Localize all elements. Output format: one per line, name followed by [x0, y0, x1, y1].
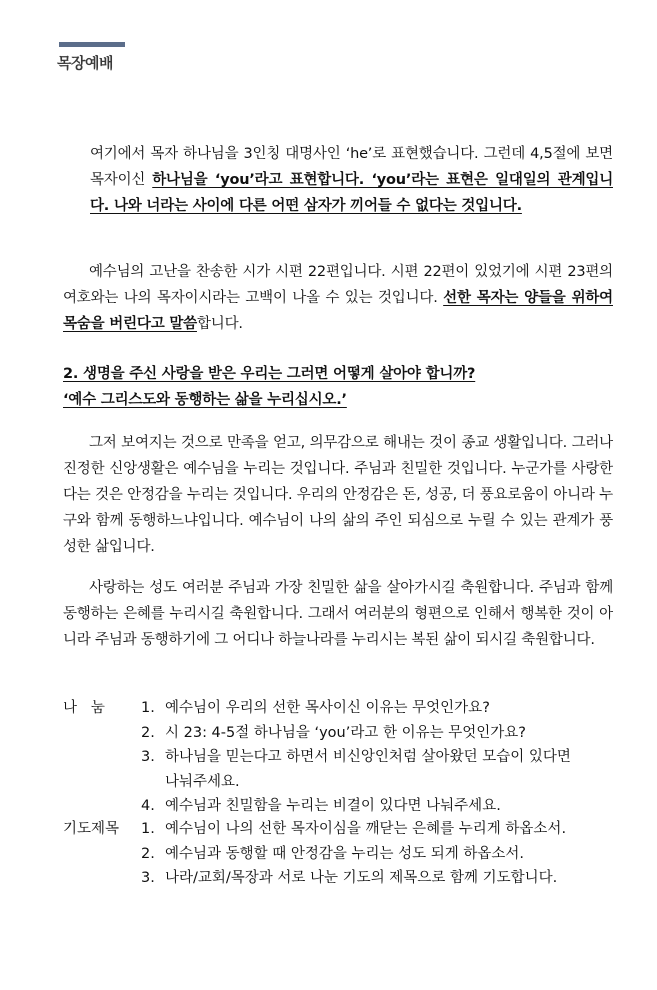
list-item: 예수님과 동행할 때 안정감을 누리는 성도 되게 하옵소서. — [165, 845, 525, 862]
list-item-continuation: 나눠주세요. — [165, 773, 240, 790]
section-2-heading — [63, 361, 613, 413]
list-item: 예수님과 친밀함을 누리는 비결이 있다면 나눠주세요. — [165, 798, 501, 814]
paragraph-1-text: 여기에서 목자 하나님을 3인칭 대명사인 ‘he’로 표현했습니다. 그런데 4,5절에 보면 목자이신 — [90, 146, 613, 188]
sharing-label: 나 눔 — [63, 700, 105, 716]
list-item-number: 2. — [141, 724, 155, 741]
list-item-number: 3. — [141, 749, 155, 765]
paragraph-1 — [90, 141, 613, 219]
paragraph-2 — [63, 259, 613, 337]
paragraph-3-text: 그저 보여지는 것으로 만족을 얻고, 의무감으로 해내는 것이 종교 생활입니다. 그러나 진정한 신앙생활은 예수님을 누리는 것입니다. 주님과 친밀한 것입니다. 누군가를 사랑한다는 것은 안정감을 누리는 것입니다. 우리의 안정감은 돈, 성공, 더 풍요로움이 아니라 누구와 함께 동행하느냐입니다. 예수님이 나의 삶의 주인 되심으로 누릴 수 있는 관계가 풍성한 삶입니다. — [63, 435, 613, 555]
paragraph-2-tail: 합니다. — [196, 316, 243, 332]
sharing-questions — [63, 696, 623, 819]
paragraph-3 — [63, 430, 613, 560]
list-item: 나라/교회/목장과 서로 나눈 기도의 제목으로 함께 기도합니다. — [165, 870, 558, 886]
list-item-number: 4. — [141, 798, 155, 814]
section-2-title: 2. 생명을 주신 사랑을 받은 우리는 그러면 어떻게 살아야 합니까? — [63, 366, 476, 382]
paragraph-2-text: 예수님의 고난을 찬송한 시가 시편 22편입니다. 시편 22편이 있었기에 시편 23편의 여호와는 나의 목자이시라는 고백이 나올 수 있는 것입니다. — [63, 264, 613, 306]
list-item: 예수님이 우리의 선한 목사이신 이유는 무엇인가요? — [165, 700, 490, 716]
paragraph-2-emphasis: 선한 목자는 양들을 위하여 목숨을 버린다고 말씀 — [63, 290, 613, 332]
list-item-number: 1. — [141, 700, 155, 716]
list-item: 예수님이 나의 선한 목자이심을 깨닫는 은혜를 누리게 하옵소서. — [165, 821, 567, 837]
header-accent-bar — [59, 42, 125, 47]
paragraph-4-text: 사랑하는 성도 여러분 주님과 가장 친밀한 삶을 살아가시길 축원합니다. 주님과 함께 동행하는 은혜를 누리시길 축원합니다. 그래서 여러분의 형편으로 인해서 행복한 것이 아니라 주님과 동행하기에 그 어디나 하늘나라를 누리시는 복된 삶이 되시길 축원합니다. — [63, 580, 613, 648]
prayer-topics — [63, 817, 623, 891]
list-item-number: 3. — [141, 870, 155, 886]
list-item-number: 2. — [141, 845, 155, 862]
prayer-label: 기도제목 — [63, 821, 120, 837]
list-item: 하나님을 믿는다고 하면서 비신앙인처럼 살아왔던 모습이 있다면 — [165, 749, 571, 765]
paragraph-4 — [63, 575, 613, 653]
list-item-number: 1. — [141, 821, 155, 837]
paragraph-1-emphasis: 하나님을 ‘you’라고 표현합니다. ‘you’라는 표현은 일대일의 관계입니다. 나와 너라는 사이에 다른 어떤 삼자가 끼어들 수 없다는 것입니다. — [90, 172, 613, 214]
section-2-subtitle: ‘예수 그리스도와 동행하는 삶을 누리십시오.’ — [63, 392, 347, 408]
page-title: 목장예배 — [57, 54, 113, 72]
list-item: 시 23: 4-5절 하나님을 ‘you’라고 한 이유는 무엇인가요? — [165, 724, 526, 741]
